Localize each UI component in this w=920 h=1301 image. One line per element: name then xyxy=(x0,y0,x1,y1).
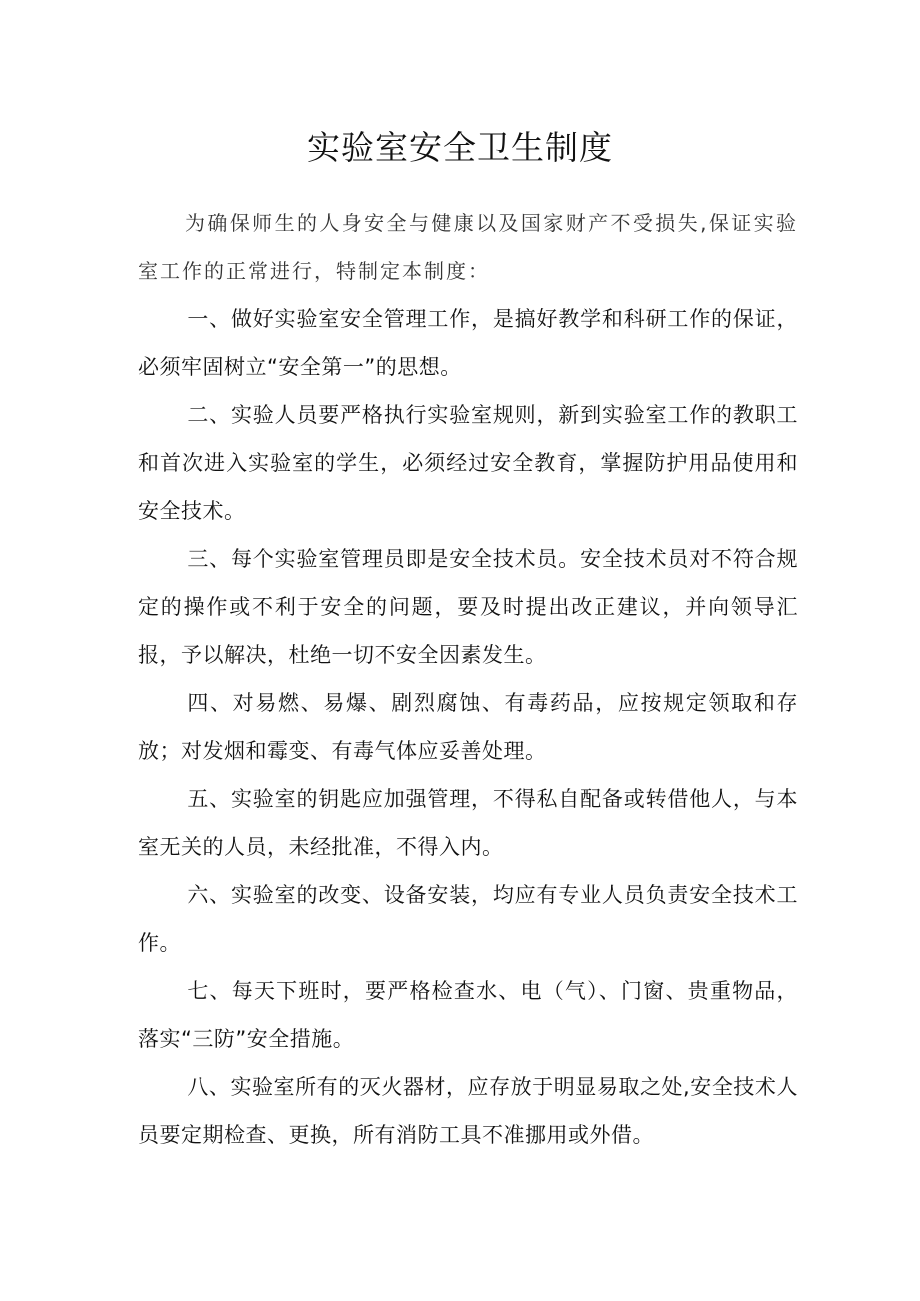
rule-paragraph-3: 三、每个实验室管理员即是安全技术员。安全技术员对不符合规定的操作或不利于安全的问题，要及时提出改正建议，并向领导汇报，予以解决，杜绝一切不安全因素发生。 xyxy=(138,547,798,667)
rule-paragraph-4: 四、对易燃、易爆、剧烈腐蚀、有毒药品，应按规定领取和存放；对发烟和霉变、有毒气体应妥善处理。 xyxy=(138,691,798,763)
rule-paragraph-7: 七、每天下班时，要严格检查水、电（气）、门窗、贵重物品，落实“三防”安全措施。 xyxy=(138,979,798,1051)
document-body xyxy=(138,199,798,1159)
rule-paragraph-1: 一、做好实验室安全管理工作，是搞好教学和科研工作的保证，必须牢固树立“安全第一”的思想。 xyxy=(138,307,798,379)
rule-paragraph-6: 六、实验室的改变、设备安装，均应有专业人员负责安全技术工作。 xyxy=(138,883,798,955)
intro-paragraph: 为确保师生的人身安全与健康以及国家财产不受损失,保证实验室工作的正常进行，特制定本制度： xyxy=(138,211,798,283)
rule-paragraph-5: 五、实验室的钥匙应加强管理，不得私自配备或转借他人，与本室无关的人员，未经批准，不得入内。 xyxy=(138,787,798,859)
rule-paragraph-8: 八、实验室所有的灭火器材，应存放于明显易取之处,安全技术人员要定期检查、更换，所有消防工具不准挪用或外借。 xyxy=(138,1075,798,1147)
document-title: 实验室安全卫生制度 xyxy=(307,128,613,167)
rule-paragraph-2: 二、实验人员要严格执行实验室规则，新到实验室工作的教职工和首次进入实验室的学生，必须经过安全教育，掌握防护用品使用和安全技术。 xyxy=(138,403,798,523)
